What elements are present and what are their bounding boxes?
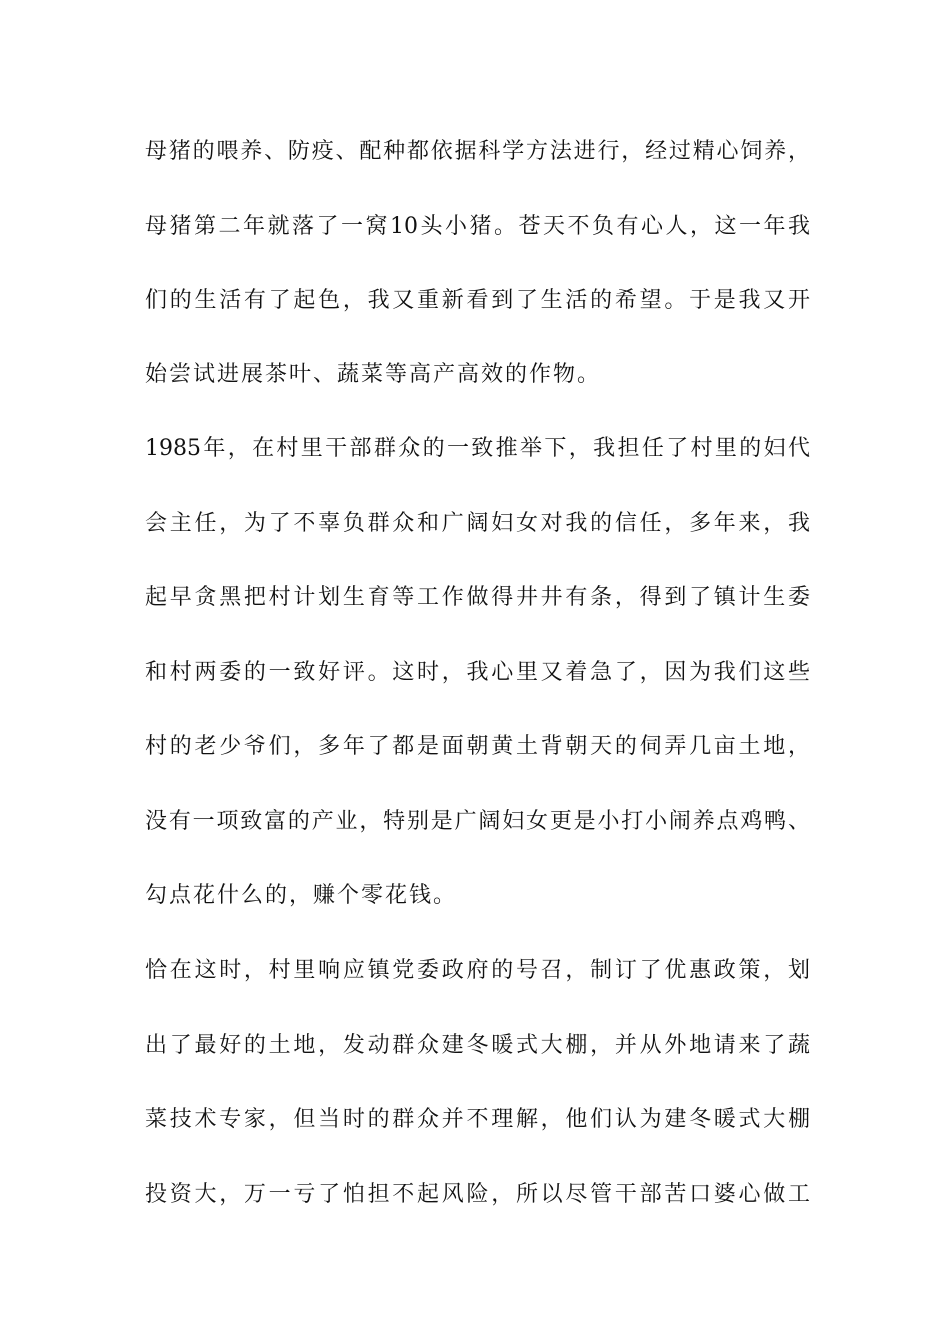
text-line: 母猪第二年就落了一窝10头小猪。苍天不负有心人，这一年我: [145, 214, 810, 239]
text-line: 村的老少爷们，多年了都是面朝黄土背朝天的伺弄几亩土地，: [145, 734, 810, 759]
text-line: 们的生活有了起色，我又重新看到了生活的希望。于是我又开: [145, 288, 810, 313]
text-line: 始尝试进展茶叶、蔬菜等高产高效的作物。: [145, 362, 602, 387]
text-line: 投资大，万一亏了怕担不起风险，所以尽管干部苦口婆心做工: [145, 1182, 810, 1207]
text-line: 出了最好的土地，发动群众建冬暖式大棚，并从外地请来了蔬: [145, 1033, 810, 1058]
text-line: 没有一项致富的产业，特别是广阔妇女更是小打小闹养点鸡鸭、: [145, 809, 810, 834]
text-line: 恰在这时，村里响应镇党委政府的号召，制订了优惠政策，划: [145, 958, 810, 983]
text-line: 和村两委的一致好评。这时，我心里又着急了，因为我们这些: [145, 660, 810, 685]
text-line: 勾点花什么的，赚个零花钱。: [145, 883, 458, 908]
text-line: 1985年，在村里干部群众的一致推举下，我担任了村里的妇代: [145, 436, 810, 461]
text-line: 母猪的喂养、防疫、配种都依据科学方法进行，经过精心饲养，: [145, 139, 810, 164]
text-line: 起早贪黑把村计划生育等工作做得井井有条，得到了镇计生委: [145, 585, 810, 610]
text-line: 会主任，为了不辜负群众和广阔妇女对我的信任，多年来，我: [145, 511, 810, 536]
text-line: 菜技术专家，但当时的群众并不理解，他们认为建冬暖式大棚: [145, 1107, 810, 1132]
